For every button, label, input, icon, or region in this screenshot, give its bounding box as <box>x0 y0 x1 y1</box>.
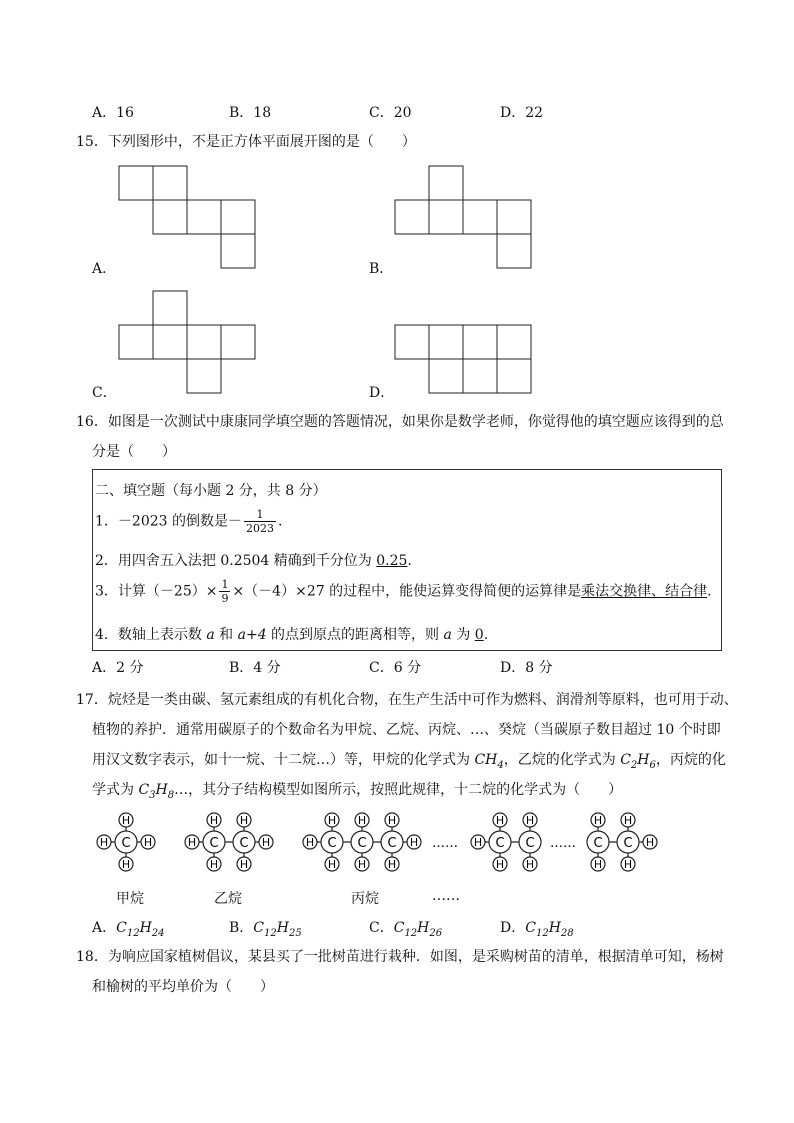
svg-text:H: H <box>187 836 197 849</box>
svg-text:H: H <box>525 814 535 827</box>
q15-net-b <box>394 165 536 271</box>
q14-option-b: B．18 <box>229 105 272 121</box>
q17-option-a-cs: 12 <box>126 927 140 939</box>
q16-option-b: B．4 分 <box>229 660 281 676</box>
hydrogen-atom <box>141 835 155 849</box>
q15-label-d: D． <box>369 385 395 401</box>
ellipsis-1: …… <box>432 836 458 851</box>
item4-var-a2: a <box>443 627 452 643</box>
hydrogen-atom <box>119 857 133 871</box>
q15-label-c: C． <box>92 385 117 401</box>
q15-net-d <box>394 324 536 396</box>
item3-fraction <box>219 578 230 605</box>
q17-line2: 植物的养护．通常用碳原子的个数命名为甲烷、乙烷、丙烷、…、癸烷（当碳原子数目超过 10 个时即 <box>92 722 721 738</box>
q17-option-c-cs: 12 <box>404 927 418 939</box>
item4-var-a: a <box>206 627 215 643</box>
name-ellipsis: …… <box>432 888 460 904</box>
hydrogen-atom <box>237 813 251 827</box>
carbon-atom <box>203 831 225 853</box>
formula-ch4 <box>474 752 504 771</box>
q16-option-c: C．6 分 <box>369 660 422 676</box>
item3-mid: ×（－4）×27 的过程中，能使运算变得简便的运算律是 <box>232 583 582 600</box>
svg-text:H: H <box>305 836 315 849</box>
item4-mid1: 和 <box>214 627 238 643</box>
svg-text:H: H <box>121 858 131 871</box>
carbon-atom <box>587 831 609 853</box>
q17-option-a <box>92 917 165 939</box>
item3-answer: 乘法交换律、结合律 <box>581 583 708 600</box>
c3h8-hsub: 8 <box>167 789 175 801</box>
q17-option-c-h: H <box>417 920 430 936</box>
name-ethane: 乙烷 <box>214 891 242 907</box>
q16-stem-line1: 16．如图是一次测试中康康同学填空题的答题情况，如果你是数学老师，你觉得他的填空题应该得到的总 <box>76 414 724 430</box>
item2-text: 2．用四舍五入法把 0.2504 精确到千分位为 <box>95 553 377 569</box>
hydrogen-atom <box>643 835 657 849</box>
svg-text:C: C <box>357 836 367 851</box>
hydrogen-atom <box>325 857 339 871</box>
box-item-2 <box>95 550 412 570</box>
q17-line4-pre: 学式为 <box>92 782 139 798</box>
svg-text:H: H <box>327 858 337 871</box>
q17-line3-post: ，丙烷的化 <box>655 752 726 768</box>
hydrogen-atom <box>259 835 273 849</box>
q17-option-b-cs: 12 <box>264 927 277 939</box>
hydrogen-atom <box>325 813 339 827</box>
name-propane: 丙烷 <box>351 891 379 907</box>
svg-text:H: H <box>357 814 367 827</box>
hydrogen-atom <box>185 835 199 849</box>
svg-text:H: H <box>387 814 397 827</box>
hydrogen-atom <box>97 835 111 849</box>
hydrogen-atom <box>493 857 507 871</box>
formula-c2h6 <box>620 752 656 771</box>
svg-text:H: H <box>623 814 633 827</box>
item1-text: 1．－2023 的倒数是－ <box>95 513 242 530</box>
q16-option-a: A．2 分 <box>92 660 144 676</box>
q17-option-a-c: C <box>116 920 127 936</box>
svg-text:H: H <box>239 858 249 871</box>
q16-answer-box <box>92 469 722 651</box>
q17-line4-post: …，其分子结构模型如图所示，按照此规律，十二烷的化学式为（ ） <box>174 782 623 798</box>
item2-answer: 0.25 <box>376 553 408 569</box>
q17-line3-mid: ，乙烷的化学式为 <box>503 752 621 768</box>
hydrogen-atom <box>207 857 221 871</box>
carbon-atom <box>321 831 343 853</box>
q17-option-d-cs: 12 <box>535 927 549 939</box>
item4-answer: 0 <box>474 627 484 643</box>
q17-option-d-h: H <box>548 920 561 936</box>
svg-text:C: C <box>387 836 397 851</box>
carbon-atom <box>115 831 137 853</box>
carbon-atom <box>489 831 511 853</box>
svg-text:H: H <box>357 858 367 871</box>
item1-post: . <box>278 513 283 530</box>
svg-text:H: H <box>99 836 109 849</box>
carbon-atom <box>617 831 639 853</box>
item4-text: 4．数轴上表示数 <box>95 627 207 643</box>
q17-option-a-hs: 24 <box>151 927 165 939</box>
q17-option-c <box>369 917 442 939</box>
item3-text: 3．计算（－25）× <box>95 583 218 600</box>
item1-num: 1 <box>244 508 276 522</box>
q15-net-c <box>118 290 260 396</box>
svg-text:H: H <box>121 814 131 827</box>
svg-text:H: H <box>409 836 419 849</box>
hydrogen-atom <box>303 835 317 849</box>
svg-text:H: H <box>209 814 219 827</box>
carbon-atom <box>519 831 541 853</box>
item3-den: 9 <box>221 592 229 605</box>
carbon-atom <box>233 831 255 853</box>
q14-option-c: C．20 <box>369 105 412 121</box>
hydrogen-atom <box>385 813 399 827</box>
hydrogen-atom <box>355 857 369 871</box>
item4-mid2: 的点到原点的距离相等，则 <box>266 627 444 643</box>
q17-option-c-c: C <box>393 920 405 936</box>
hydrogen-atom <box>591 857 605 871</box>
q17-option-d-label: D． <box>500 920 526 936</box>
c3h8-csub: 3 <box>149 789 156 801</box>
svg-text:H: H <box>495 858 505 871</box>
q17-option-a-label: A． <box>92 920 117 936</box>
q15-label-b: B． <box>369 261 394 277</box>
c2h6-csub: 2 <box>630 759 638 771</box>
item4-post: . <box>483 627 489 643</box>
q16-option-d: D．8 分 <box>500 660 553 676</box>
q16-stem-line2: 分是（ ） <box>92 444 176 460</box>
svg-text:H: H <box>473 836 483 849</box>
hydrogen-atom <box>237 857 251 871</box>
svg-text:H: H <box>209 858 219 871</box>
box-item-4 <box>95 624 488 644</box>
q17-option-d-hs: 28 <box>560 927 574 939</box>
svg-text:C: C <box>593 836 603 851</box>
hydrogen-atom <box>591 813 605 827</box>
q14-option-a: A．16 <box>92 105 134 121</box>
ellipsis-2: …… <box>550 836 576 851</box>
svg-text:C: C <box>495 836 505 851</box>
q17-option-b-h: H <box>276 920 289 936</box>
svg-text:H: H <box>645 836 655 849</box>
box-title: 二、填空题（每小题 2 分，共 8 分） <box>95 483 327 499</box>
svg-text:H: H <box>525 858 535 871</box>
hydrogen-atom <box>523 857 537 871</box>
c2h6-h: H <box>637 752 650 768</box>
svg-text:H: H <box>593 814 603 827</box>
svg-text:H: H <box>261 836 271 849</box>
svg-text:H: H <box>495 814 505 827</box>
hydrogen-atom <box>523 813 537 827</box>
item3-num: 1 <box>221 578 229 591</box>
q17-option-d-c: C <box>525 920 536 936</box>
svg-text:C: C <box>209 836 219 851</box>
q17-line1: 17．烷烃是一类由碳、氢元素组成的有机化合物，在生产生活中可作为燃料、润滑剂等原料，也可用于动、 <box>76 692 738 708</box>
ch4-sub: 4 <box>497 759 504 771</box>
c2h6-hsub: 6 <box>649 759 656 771</box>
c3h8-h: H <box>155 782 168 798</box>
q17-option-a-h: H <box>139 920 152 936</box>
q15-net-a <box>118 165 260 271</box>
hydrogen-atom <box>119 813 133 827</box>
svg-text:C: C <box>239 836 249 851</box>
svg-text:H: H <box>387 858 397 871</box>
q18-line1: 18．为响应国家植树倡议，某县买了一批树苗进行栽种．如图，是采购树苗的清单，根据清单可知，杨树 <box>76 949 724 965</box>
hydrogen-atom <box>621 857 635 871</box>
q17-option-b-c: C <box>253 920 265 936</box>
svg-text:H: H <box>623 858 633 871</box>
hydrogen-atom <box>355 813 369 827</box>
item1-fraction <box>244 508 276 535</box>
q17-option-b-hs: 25 <box>288 927 302 939</box>
svg-text:C: C <box>623 836 633 851</box>
alkane-molecule-diagram <box>80 806 680 882</box>
hydrogen-atom <box>385 857 399 871</box>
q18-line2: 和榆树的平均单价为（ ） <box>92 979 274 995</box>
hydrogen-atom <box>493 813 507 827</box>
box-item-1 <box>95 508 282 535</box>
name-methane: 甲烷 <box>116 891 144 907</box>
svg-text:C: C <box>121 836 131 851</box>
carbon-atom <box>351 831 373 853</box>
q15-stem: 15．下列图形中，不是正方体平面展开图的是（ ） <box>76 134 416 150</box>
svg-text:H: H <box>327 814 337 827</box>
c3h8-c: C <box>138 782 150 798</box>
formula-c3h8 <box>138 782 175 801</box>
box-item-3 <box>95 578 712 605</box>
svg-text:H: H <box>239 814 249 827</box>
ch4-ch: CH <box>474 752 498 768</box>
svg-text:H: H <box>143 836 153 849</box>
c2h6-c: C <box>620 752 631 768</box>
item4-mid3: 为 <box>451 627 475 643</box>
item2-post: . <box>407 553 412 569</box>
item1-den: 2023 <box>246 522 274 535</box>
q15-label-a: A． <box>92 261 117 277</box>
q17-line3-pre: 用汉文数字表示，如十一烷、十二烷…）等，甲烷的化学式为 <box>92 752 475 768</box>
svg-text:C: C <box>525 836 535 851</box>
item4-var-a4: a+4 <box>237 627 267 643</box>
hydrogen-atom <box>207 813 221 827</box>
item3-post: . <box>707 583 712 600</box>
hydrogen-atom <box>471 835 485 849</box>
hydrogen-atom <box>621 813 635 827</box>
q17-option-d <box>500 917 574 939</box>
q14-option-d: D．22 <box>500 105 544 121</box>
q17-option-c-hs: 26 <box>429 927 443 939</box>
q17-option-b-label: B． <box>229 920 254 936</box>
svg-text:C: C <box>327 836 337 851</box>
q17-option-b <box>229 917 302 939</box>
carbon-atom <box>381 831 403 853</box>
hydrogen-atom <box>407 835 421 849</box>
svg-text:H: H <box>593 858 603 871</box>
q17-option-c-label: C． <box>369 920 394 936</box>
